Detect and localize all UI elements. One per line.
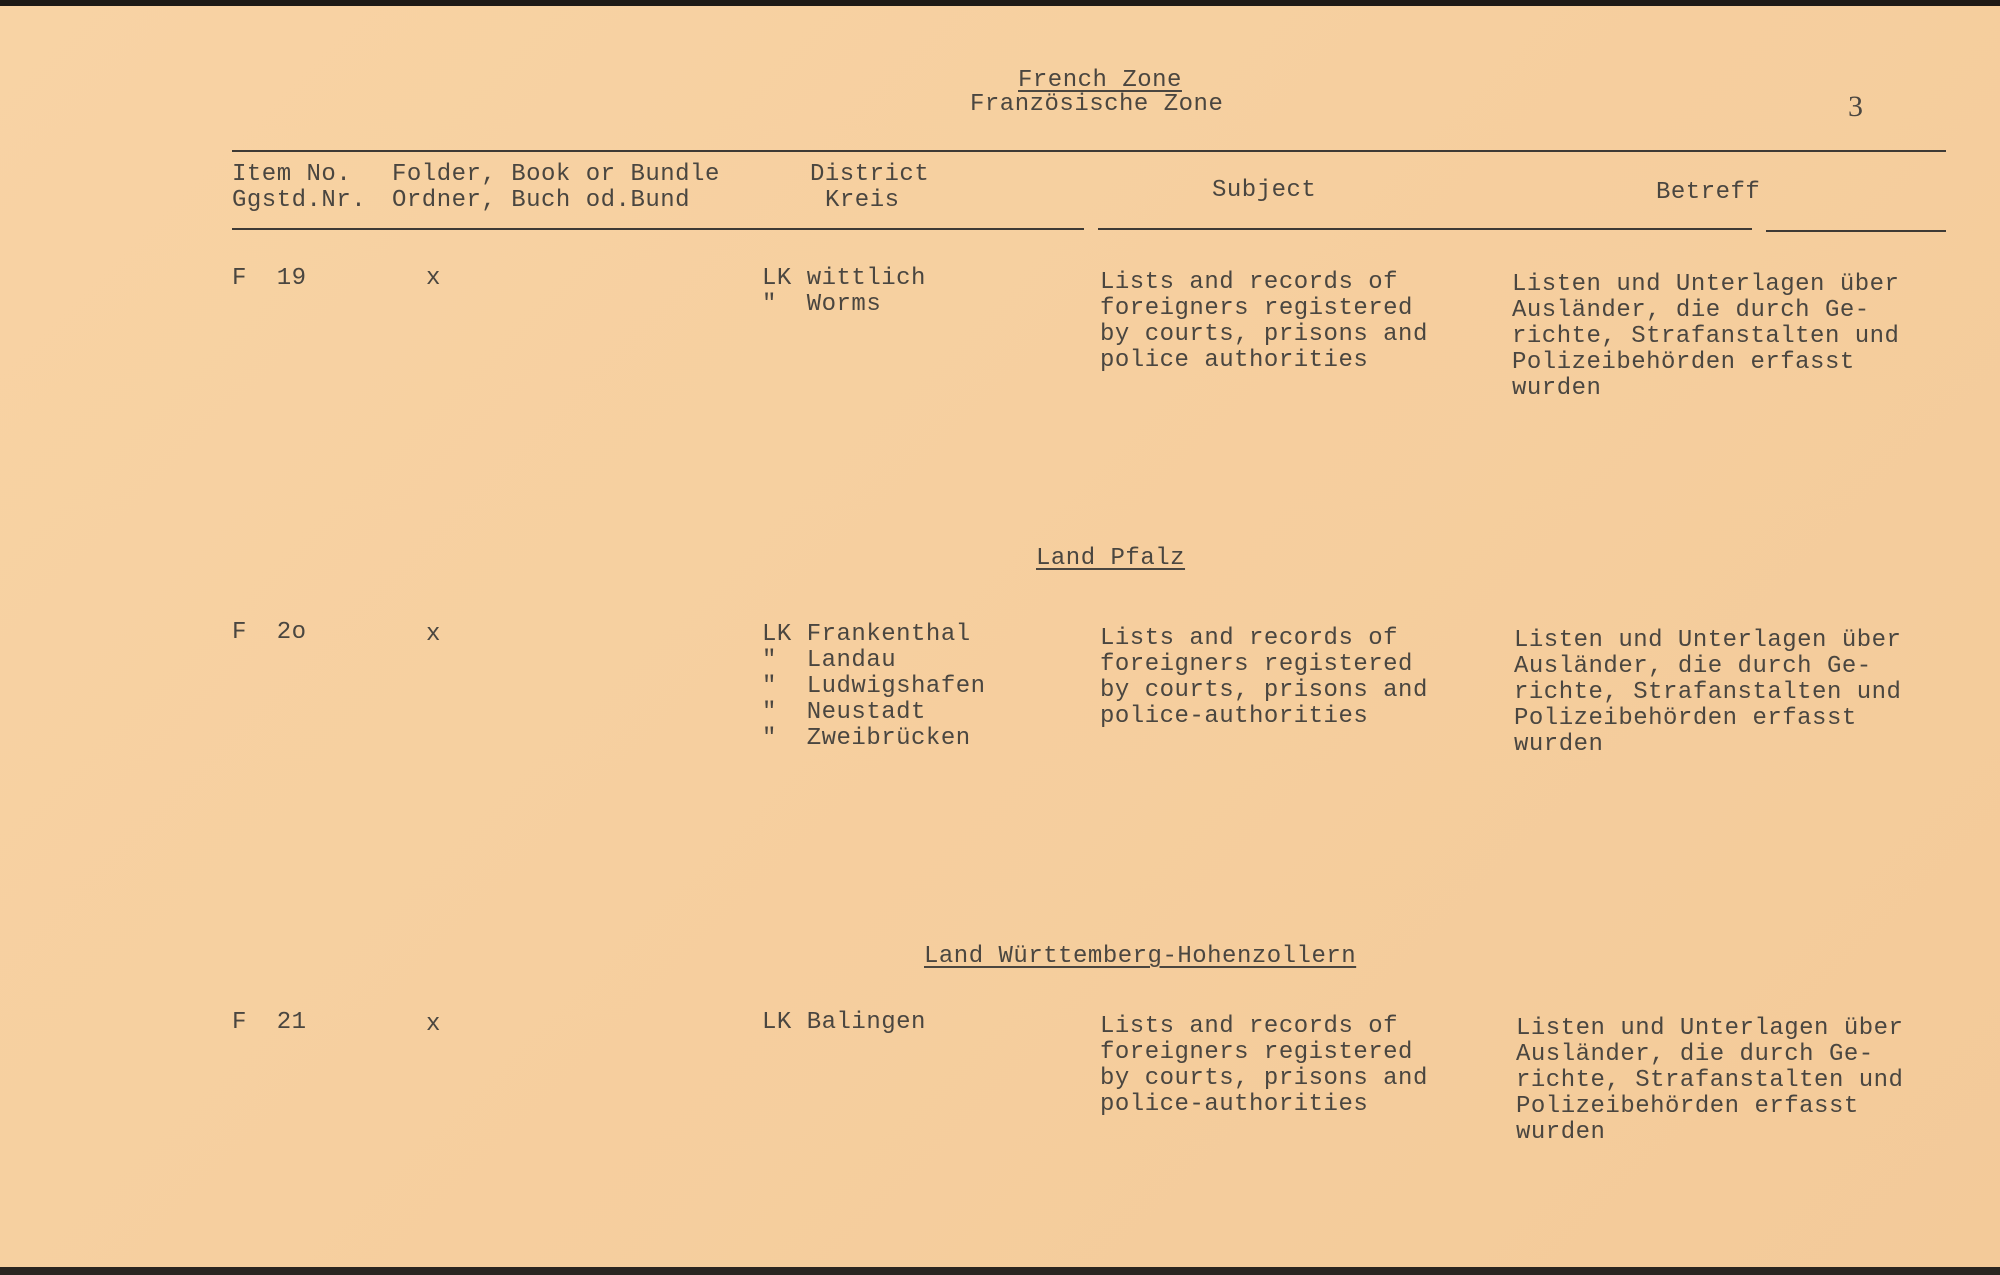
header-bottom-rule-3 bbox=[1766, 230, 1946, 232]
subject-line: Lists and records of bbox=[1100, 269, 1399, 296]
row-subject bbox=[1100, 270, 1428, 374]
zone-title-de: Französische Zone bbox=[970, 91, 1224, 118]
row-betreff bbox=[1512, 272, 1899, 402]
district-line: " Landau bbox=[762, 647, 897, 674]
subject-line: Lists and records of bbox=[1100, 1013, 1399, 1040]
district-line: " Ludwigshafen bbox=[762, 673, 986, 700]
row-districts bbox=[762, 266, 926, 318]
subject-line: foreigners registered bbox=[1100, 295, 1413, 322]
row-item-number: F 19 bbox=[232, 265, 307, 292]
row-subject bbox=[1100, 1014, 1428, 1118]
row-districts bbox=[762, 1010, 926, 1036]
col-item-de: Ggstd.Nr. bbox=[232, 187, 367, 214]
betreff-line: Polizeibehörden erfasst bbox=[1512, 349, 1855, 376]
betreff-line: Polizeibehörden erfasst bbox=[1514, 705, 1857, 732]
district-line: LK Balingen bbox=[762, 1009, 926, 1036]
subject-line: foreigners registered bbox=[1100, 651, 1413, 678]
row-item-number: F 21 bbox=[232, 1009, 307, 1036]
district-line: LK wittlich bbox=[762, 265, 926, 292]
row-districts bbox=[762, 622, 986, 752]
row-betreff bbox=[1516, 1016, 1903, 1146]
section-heading: Land Pfalz bbox=[1036, 545, 1186, 572]
subject-line: police-authorities bbox=[1100, 703, 1369, 730]
row-betreff bbox=[1514, 628, 1901, 758]
zone-title-en: French Zone bbox=[1018, 67, 1182, 94]
header-bottom-rule-1 bbox=[232, 228, 1084, 230]
col-folder-de: Ordner, Buch od.Bund bbox=[392, 187, 691, 214]
subject-line: Lists and records of bbox=[1100, 625, 1399, 652]
district-line: " Worms bbox=[762, 291, 882, 318]
page-number: 3 bbox=[1848, 90, 1864, 123]
subject-line: by courts, prisons and bbox=[1100, 677, 1428, 704]
betreff-line: wurden bbox=[1512, 375, 1602, 402]
header-bottom-rule-2 bbox=[1098, 228, 1752, 230]
district-line: " Neustadt bbox=[762, 699, 926, 726]
subject-line: by courts, prisons and bbox=[1100, 1065, 1428, 1092]
subject-line: by courts, prisons and bbox=[1100, 321, 1428, 348]
betreff-line: richte, Strafanstalten und bbox=[1512, 323, 1900, 350]
betreff-line: richte, Strafanstalten und bbox=[1516, 1067, 1904, 1094]
row-folder-mark: x bbox=[426, 1011, 441, 1038]
subject-line: foreigners registered bbox=[1100, 1039, 1413, 1066]
betreff-line: wurden bbox=[1514, 731, 1604, 758]
row-folder-mark: x bbox=[426, 265, 441, 292]
col-district-de: Kreis bbox=[825, 187, 900, 214]
col-folder-en: Folder, Book or Bundle bbox=[392, 161, 720, 188]
row-item-number: F 2o bbox=[232, 619, 307, 646]
betreff-line: Polizeibehörden erfasst bbox=[1516, 1093, 1859, 1120]
district-line: LK Frankenthal bbox=[762, 621, 971, 648]
subject-line: police-authorities bbox=[1100, 1091, 1369, 1118]
betreff-line: richte, Strafanstalten und bbox=[1514, 679, 1902, 706]
document-page bbox=[0, 6, 2000, 1269]
betreff-line: Listen und Unterlagen über bbox=[1514, 627, 1902, 654]
subject-line: police authorities bbox=[1100, 347, 1369, 374]
betreff-line: Listen und Unterlagen über bbox=[1512, 271, 1900, 298]
betreff-line: wurden bbox=[1516, 1119, 1606, 1146]
row-subject bbox=[1100, 626, 1428, 730]
betreff-line: Ausländer, die durch Ge- bbox=[1514, 653, 1872, 680]
betreff-line: Ausländer, die durch Ge- bbox=[1516, 1041, 1874, 1068]
header-top-rule bbox=[232, 150, 1946, 152]
betreff-line: Ausländer, die durch Ge- bbox=[1512, 297, 1870, 324]
col-betreff: Betreff bbox=[1656, 179, 1761, 206]
district-line: " Zweibrücken bbox=[762, 725, 971, 752]
betreff-line: Listen und Unterlagen über bbox=[1516, 1015, 1904, 1042]
col-district-en: District bbox=[810, 161, 930, 188]
col-item-en: Item No. bbox=[232, 161, 352, 188]
section-heading: Land Württemberg-Hohenzollern bbox=[924, 943, 1357, 970]
col-subject: Subject bbox=[1212, 177, 1317, 204]
row-folder-mark: x bbox=[426, 621, 441, 648]
page-bottom-edge bbox=[0, 1267, 2000, 1275]
